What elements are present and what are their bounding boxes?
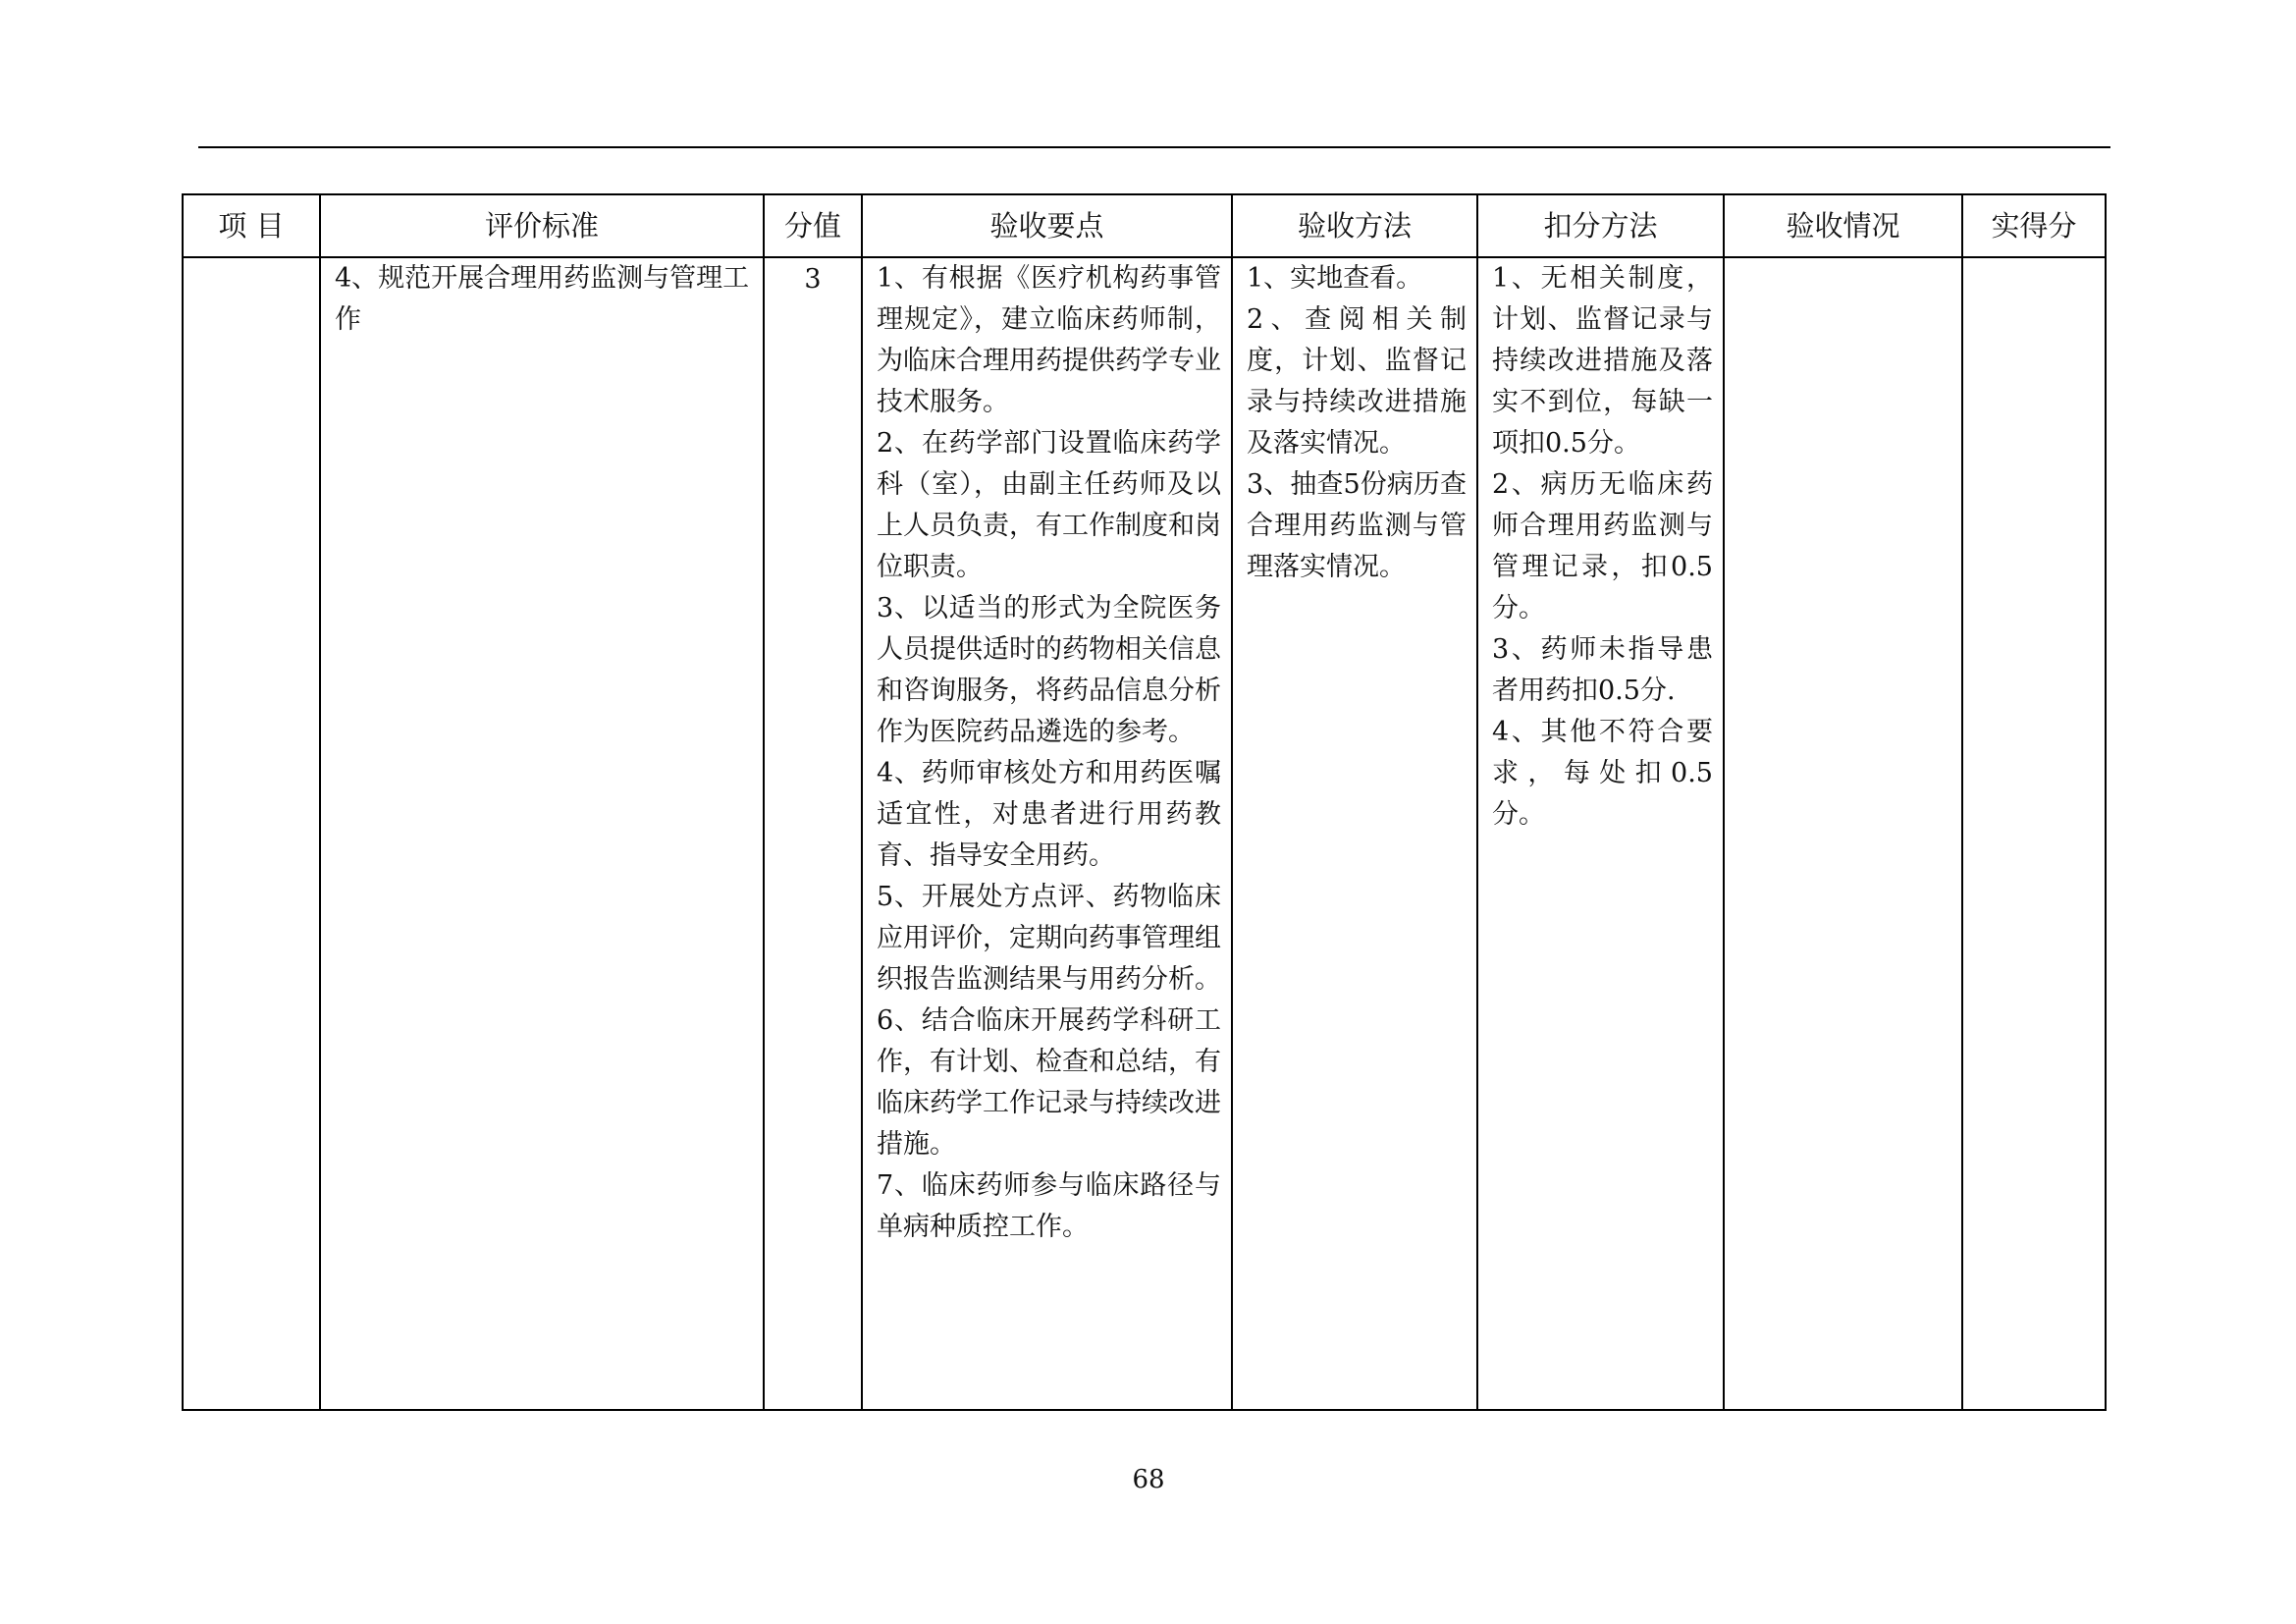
- deduction-item: 3、药师未指导患者用药扣0.5分.: [1492, 634, 1713, 706]
- cell-key-points: [862, 257, 1232, 1410]
- table-header-row: [183, 194, 2106, 257]
- deduction-item: 4、其他不符合要求，每处扣0.5分。: [1492, 717, 1713, 830]
- deduction-item: 1、无相关制度，计划、监督记录与持续改进措施及落实不到位，每缺一项扣0.5分。: [1492, 263, 1713, 459]
- cell-item: [183, 257, 320, 1410]
- header-criteria: 评价标准: [320, 194, 764, 257]
- table-row: [183, 257, 2106, 1410]
- cell-deductions: [1477, 257, 1724, 1410]
- key-point: 3、以适当的形式为全院医务人员提供适时的药物相关信息和咨询服务，将药品信息分析作为医院药品遴选的参考。: [877, 593, 1221, 747]
- page-number: 68: [1132, 1465, 1165, 1494]
- header-item: 项 目: [183, 194, 320, 257]
- cell-methods: [1232, 257, 1477, 1410]
- cell-criteria: 4、规范开展合理用药监测与管理工作: [320, 257, 764, 1410]
- key-point: 2、在药学部门设置临床药学科（室），由副主任药师及以上人员负责，有工作制度和岗位职责。: [877, 428, 1221, 582]
- key-point: 4、药师审核处方和用药医嘱适宜性，对患者进行用药教育、指导安全用药。: [877, 758, 1221, 871]
- method-item: 3、抽查5份病历查合理用药监测与管理落实情况。: [1247, 469, 1467, 582]
- key-point: 6、结合临床开展药学科研工作，有计划、检查和总结，有临床药学工作记录与持续改进措施。: [877, 1005, 1221, 1160]
- header-inspection-status: 验收情况: [1724, 194, 1962, 257]
- method-item: 2、查阅相关制度，计划、监督记录与持续改进措施及落实情况。: [1247, 304, 1467, 459]
- cell-inspection-status: [1724, 257, 1962, 1410]
- evaluation-table: [182, 193, 2107, 1411]
- key-point: 1、有根据《医疗机构药事管理规定》，建立临床药师制，为临床合理用药提供药学专业技术服务。: [877, 263, 1221, 417]
- method-item: 1、实地查看。: [1247, 263, 1423, 294]
- header-key-points: 验收要点: [862, 194, 1232, 257]
- header-score: 分值: [764, 194, 862, 257]
- cell-score: 3: [764, 257, 862, 1410]
- header-rule: [198, 146, 2110, 148]
- header-method: 验收方法: [1232, 194, 1477, 257]
- key-point: 7、临床药师参与临床路径与单病种质控工作。: [877, 1170, 1221, 1242]
- header-deduction: 扣分方法: [1477, 194, 1724, 257]
- header-actual-score: 实得分: [1962, 194, 2106, 257]
- key-point: 5、开展处方点评、药物临床应用评价，定期向药事管理组织报告监测结果与用药分析。: [877, 882, 1221, 995]
- cell-actual-score: [1962, 257, 2106, 1410]
- deduction-item: 2、病历无临床药师合理用药监测与管理记录，扣0.5分。: [1492, 469, 1713, 623]
